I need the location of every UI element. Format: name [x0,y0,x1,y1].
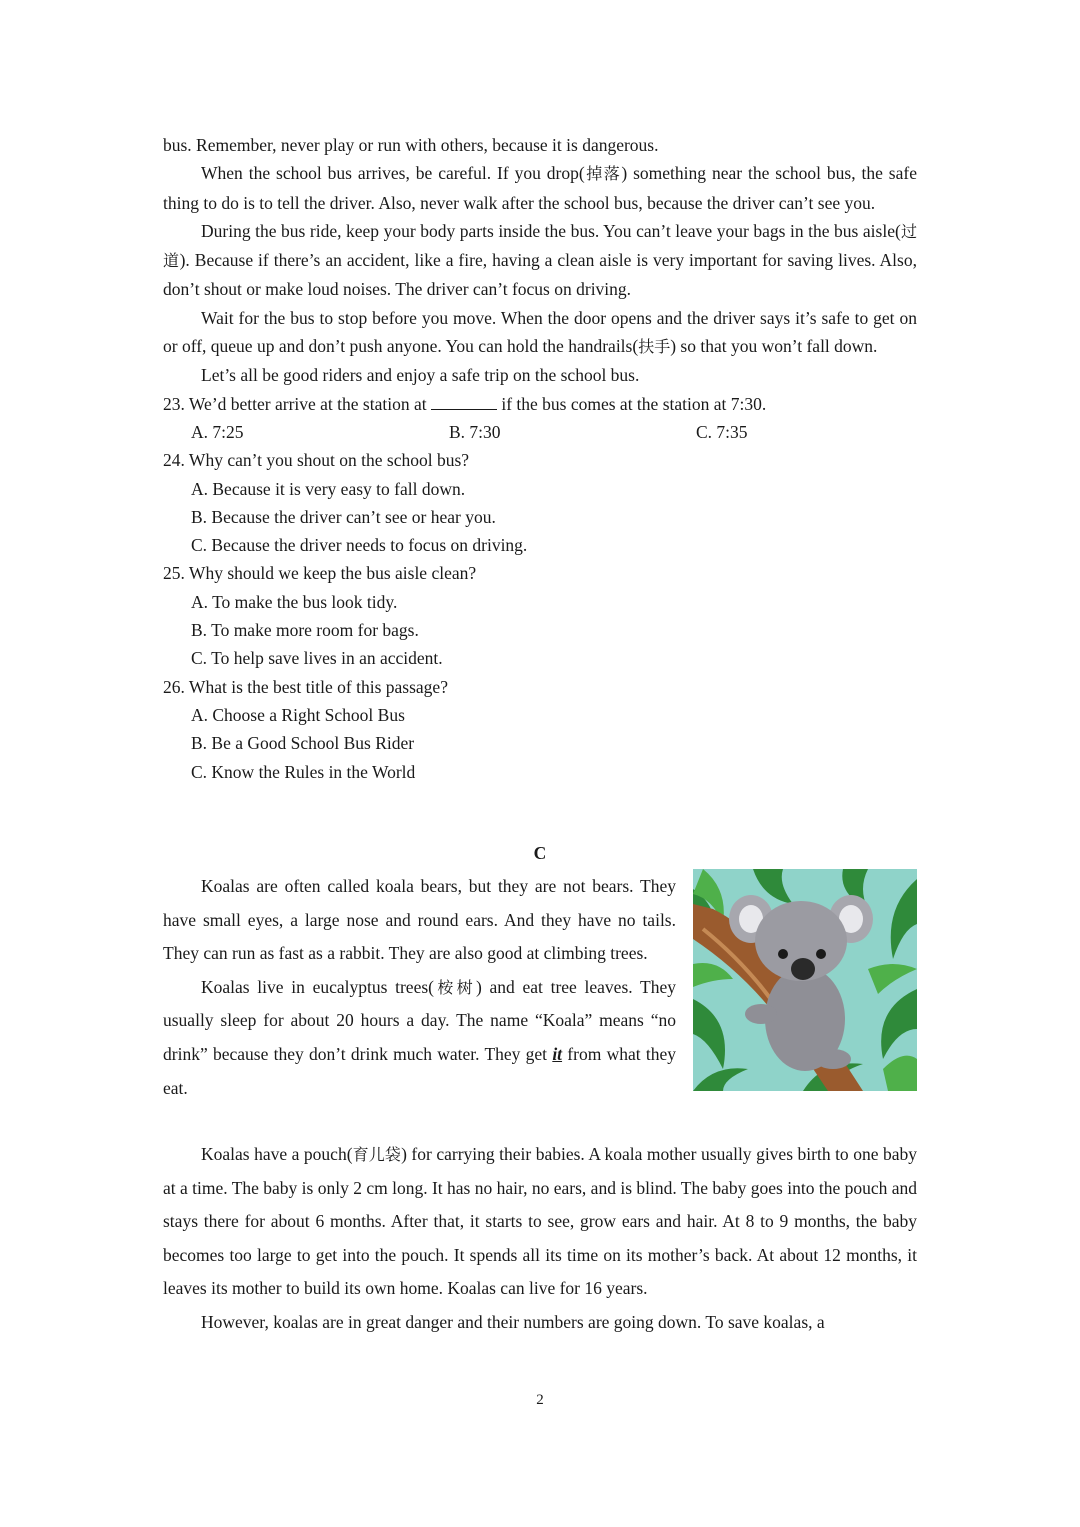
koala-illustration [693,869,917,1091]
paragraph: Koalas live in eucalyptus trees(桉树) and eat tree leaves. They usually sleep for about 20 hours a day. The name “Koala” means “no drink” because they don’t drink much water. They get it from what they eat. [163,976,676,1098]
paragraph: Koalas have a pouch(育儿袋) for carrying their babies. A koala mother usually gives birth to one baby at a time. The baby is only 2 cm long. It has no hair, no ears, and is blind. The baby goes into the pouch and stays there for about 6 months. After that, it starts to see, grow ears and hair. At 8 to 9 months, the baby becomes too large to get into the pouch. It spends all its time on its mother’s back. At about 12 months, it leaves its mother to build its own home. Koalas can live for 16 years. [163,1144,917,1299]
underlined-word: it [552,1043,563,1064]
paragraph: When the school bus arrives, be careful. If you drop(掉落) something near the school bus, the safe thing to do is to tell the driver. Also, never walk after the school bus, because the driver can’t see you. [163,163,917,213]
paragraph: During the bus ride, keep your body parts inside the bus. You can’t leave your bags in the bus aisle(过道). Because if there’s an accident, like a fire, having a clean aisle is very important for saving lives. Also, don’t shout or make loud noises. The driver can’t focus on driving. [163,220,917,300]
section-heading: C [533,843,547,863]
passage-b-text [163,131,917,786]
option-c: C. To help save lives in an accident. [191,648,443,669]
passage-c-text-bottom [163,1138,917,1340]
page-number: 2 [536,1392,544,1408]
option-c: C. Know the Rules in the World [191,761,416,782]
option-b: B. 7:30 [449,421,501,442]
option-b: B. Because the driver can’t see or hear you. [191,506,496,527]
paragraph: Koalas are often called koala bears, but they are not bears. They have small eyes, a large nose and round ears. And they have no tails. They can run as fast as a rabbit. They are also good at climbing trees. [163,876,676,964]
question-25: 25. Why should we keep the bus aisle clean? [163,563,477,584]
paragraph: Wait for the bus to stop before you move. When the door opens and the driver says it’s safe to get on or off, queue up and don’t push anyone. You can hold the handrails(扶手) so that you won’t fall down. [163,307,917,357]
question-23: 23. We’d better arrive at the station at if the bus comes at the station at 7:30. [163,393,767,414]
paragraph: Let’s all be good riders and enjoy a safe trip on the school bus. [201,365,640,386]
question-26: 26. What is the best title of this passage? [163,676,448,697]
option-a: A. To make the bus look tidy. [191,591,398,612]
option-b: B. To make more room for bags. [191,620,419,641]
paragraph: bus. Remember, never play or run with others, because it is dangerous. [163,135,659,155]
answer-blank [431,393,497,410]
paragraph: However, koalas are in great danger and their numbers are going down. To save koalas, a [201,1311,825,1332]
option-a: A. 7:25 [191,421,244,442]
passage-c-text-top [163,870,676,1105]
question-23-options [163,418,917,446]
option-a: A. Because it is very easy to fall down. [191,478,466,499]
question-24: 24. Why can’t you shout on the school bus? [163,450,470,471]
option-b: B. Be a Good School Bus Rider [191,733,415,754]
option-a: A. Choose a Right School Bus [191,704,405,725]
option-c: C. Because the driver needs to focus on driving. [191,535,528,556]
option-c: C. 7:35 [696,421,748,442]
